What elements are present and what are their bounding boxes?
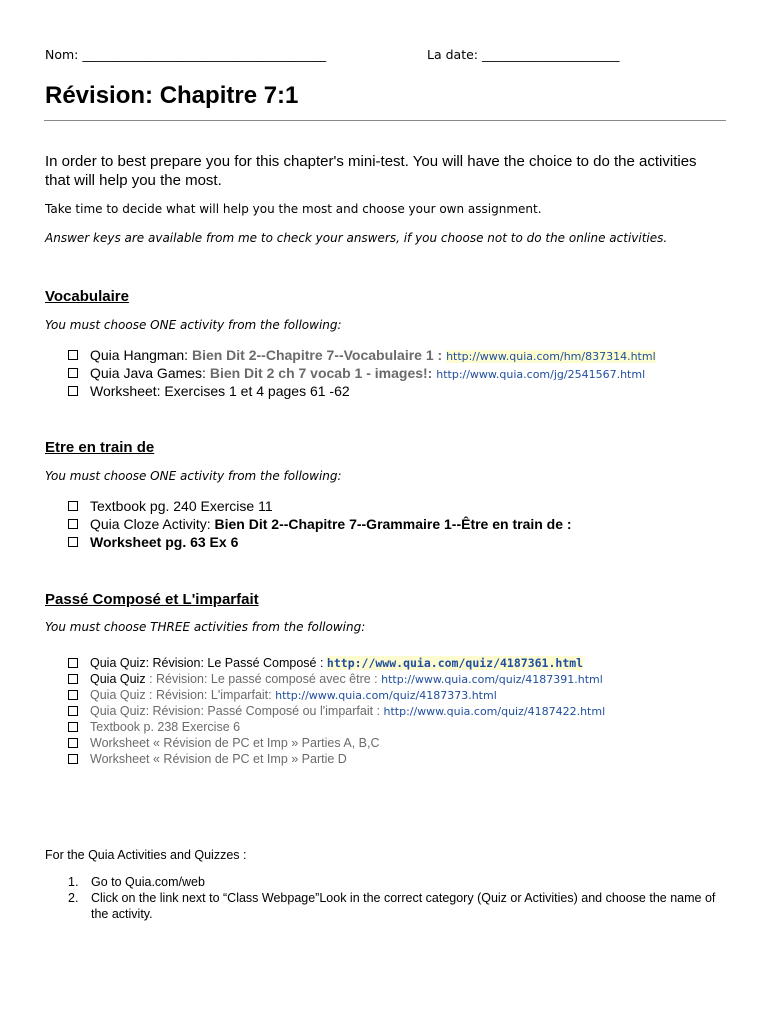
checkbox[interactable] [68, 706, 78, 716]
activity-label: Quia Quiz : Révision: L'imparfait: [90, 688, 276, 702]
step-text: Click on the link next to “Class Webpage”Look in the correct category (Quiz or Activities) and choose the name of the activity. [91, 891, 716, 921]
section-instruction-etre: You must choose ONE activity from the following: [45, 469, 342, 483]
checkbox[interactable] [68, 674, 78, 684]
activity-title: : Révision: Le passé composé avec être : [145, 672, 382, 686]
quia-instructions-intro: For the Quia Activities and Quizzes : [45, 848, 247, 862]
list-item [68, 687, 605, 703]
activity-link[interactable]: http://www.quia.com/hm/837314.html [446, 350, 656, 363]
section-instruction-vocabulaire: You must choose ONE activity from the following: [45, 318, 342, 332]
section-instruction-passe-compose: You must choose THREE activities from the following: [45, 620, 366, 634]
activity-label: Worksheet « Révision de PC et Imp » Partie D [90, 752, 347, 766]
activity-label: Textbook p. 238 Exercise 6 [90, 720, 241, 734]
checkbox[interactable] [68, 368, 78, 378]
list-item [68, 719, 605, 735]
step-number: 2. [68, 891, 79, 905]
date-line [427, 47, 619, 62]
checkbox[interactable] [68, 690, 78, 700]
list-item [68, 751, 605, 767]
list-item [68, 671, 605, 687]
passe-activity-list [68, 655, 605, 767]
activity-link[interactable]: http://www.quia.com/quiz/4187361.html [326, 656, 584, 670]
list-item [68, 346, 656, 364]
activity-label: Quia Java Games: [90, 365, 210, 381]
checkbox[interactable] [68, 754, 78, 764]
answer-keys-note: Answer keys are available from me to check your answers, if you choose not to do the online activities. [45, 231, 668, 245]
list-item [68, 364, 656, 382]
section-heading-vocabulaire: Vocabulaire [45, 288, 129, 305]
date-label: La date: [427, 47, 478, 62]
activity-link[interactable]: http://www.quia.com/quiz/4187391.html [381, 673, 603, 686]
activity-label: Quia Quiz: Révision: Le Passé Composé : [90, 656, 327, 670]
step-number: 1. [68, 875, 79, 889]
activity-title: Bien Dit 2--Chapitre 7--Vocabulaire 1 : [191, 347, 443, 363]
checkbox[interactable] [68, 519, 78, 529]
name-line [45, 47, 326, 62]
vocab-activity-list [68, 346, 656, 400]
checkbox[interactable] [68, 738, 78, 748]
activity-label: Quia Cloze Activity: [90, 516, 215, 532]
activity-link[interactable]: http://www.quia.com/quiz/4187373.html [275, 689, 497, 702]
step-text: Go to Quia.com/web [91, 875, 205, 889]
page-title: Révision: Chapitre 7:1 [45, 82, 299, 109]
activity-title: Bien Dit 2--Chapitre 7--Grammaire 1--Être en train de : [214, 516, 572, 532]
quia-steps-list [45, 874, 725, 922]
list-item [68, 382, 656, 400]
checkbox[interactable] [68, 350, 78, 360]
activity-label: Textbook pg. 240 Exercise 11 [90, 498, 273, 514]
checkbox[interactable] [68, 537, 78, 547]
activity-label: Worksheet: Exercises 1 et 4 pages 61 -62 [90, 383, 350, 399]
activity-link[interactable]: http://www.quia.com/quiz/4187422.html [383, 705, 606, 718]
list-item [45, 874, 725, 890]
list-item [68, 497, 572, 515]
checkbox[interactable] [68, 722, 78, 732]
list-item [68, 703, 605, 719]
list-item [68, 515, 572, 533]
checkbox[interactable] [68, 658, 78, 668]
name-label: Nom: [45, 47, 79, 62]
intro-instruction: Take time to decide what will help you the most and choose your own assignment. [45, 202, 542, 216]
intro-paragraph: In order to best prepare you for this chapter's mini-test. You will have the choice to do the activities that will help you the most. [45, 153, 697, 189]
activity-label: Quia Quiz: Révision: Passé Composé ou l'imparfait : [90, 704, 384, 718]
section-heading-etre: Etre en train de [45, 439, 155, 456]
checkbox[interactable] [68, 501, 78, 511]
activity-title: Worksheet pg. 63 Ex 6 [90, 534, 239, 550]
list-item [45, 890, 725, 922]
etre-activity-list [68, 497, 572, 551]
list-item [68, 655, 605, 671]
date-blank: ______________________ [481, 47, 620, 62]
list-item [68, 735, 605, 751]
activity-label: Worksheet « Révision de PC et Imp » Parties A, B,C [90, 736, 380, 750]
name-blank: _______________________________________ [82, 47, 327, 62]
section-heading-passe-compose: Passé Composé et L'imparfait [45, 591, 259, 608]
list-item [68, 533, 572, 551]
title-divider [44, 120, 726, 121]
checkbox[interactable] [68, 386, 78, 396]
activity-link[interactable]: http://www.quia.com/jg/2541567.html [436, 368, 646, 381]
activity-label: Quia Quiz [90, 672, 146, 686]
activity-title: Bien Dit 2 ch 7 vocab 1 - images!: [209, 365, 433, 381]
activity-label: Quia Hangman: [90, 347, 192, 363]
